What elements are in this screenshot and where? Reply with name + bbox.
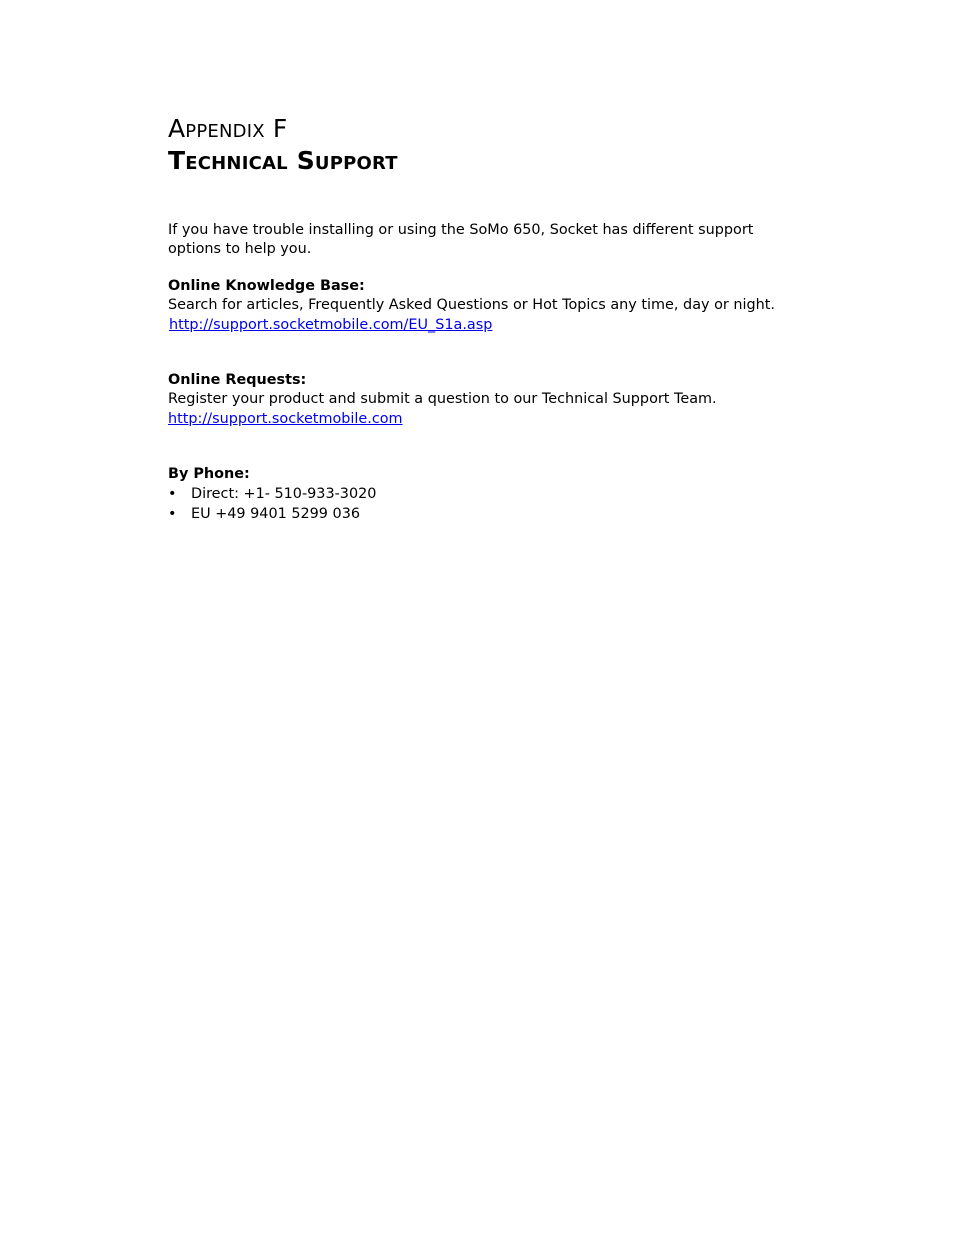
- bullet-icon: •: [168, 505, 177, 522]
- knowledge-base-text: Search for articles, Frequently Asked Questions or Hot Topics any time, day or night.: [168, 296, 775, 313]
- phone-item-eu: [168, 504, 808, 524]
- phone-number-eu: EU +49 9401 5299 036: [191, 505, 361, 522]
- phone-number-direct: Direct: +1- 510-933-3020: [191, 485, 377, 502]
- document-page: [168, 112, 808, 522]
- phone-heading: By Phone:: [168, 466, 250, 482]
- online-requests-section: [168, 371, 808, 429]
- knowledge-base-section: [168, 277, 808, 335]
- knowledge-base-heading: Online Knowledge Base:: [168, 278, 365, 294]
- intro-paragraph: If you have trouble installing or using the SoMo 650, Socket has different support options to help you.: [168, 222, 754, 257]
- page-title: Technical Support: [168, 146, 398, 175]
- knowledge-base-link[interactable]: http://support.socketmobile.com/EU_S1a.asp: [169, 317, 493, 333]
- bullet-icon: •: [168, 485, 177, 502]
- online-requests-text: Register your product and submit a question to our Technical Support Team.: [168, 390, 717, 407]
- appendix-label: Appendix F: [168, 114, 288, 143]
- phone-section: [168, 465, 808, 524]
- online-requests-link[interactable]: http://support.socketmobile.com: [168, 411, 403, 427]
- phone-list: [168, 484, 808, 524]
- phone-item-direct: [168, 484, 808, 504]
- online-requests-heading: Online Requests:: [168, 372, 307, 388]
